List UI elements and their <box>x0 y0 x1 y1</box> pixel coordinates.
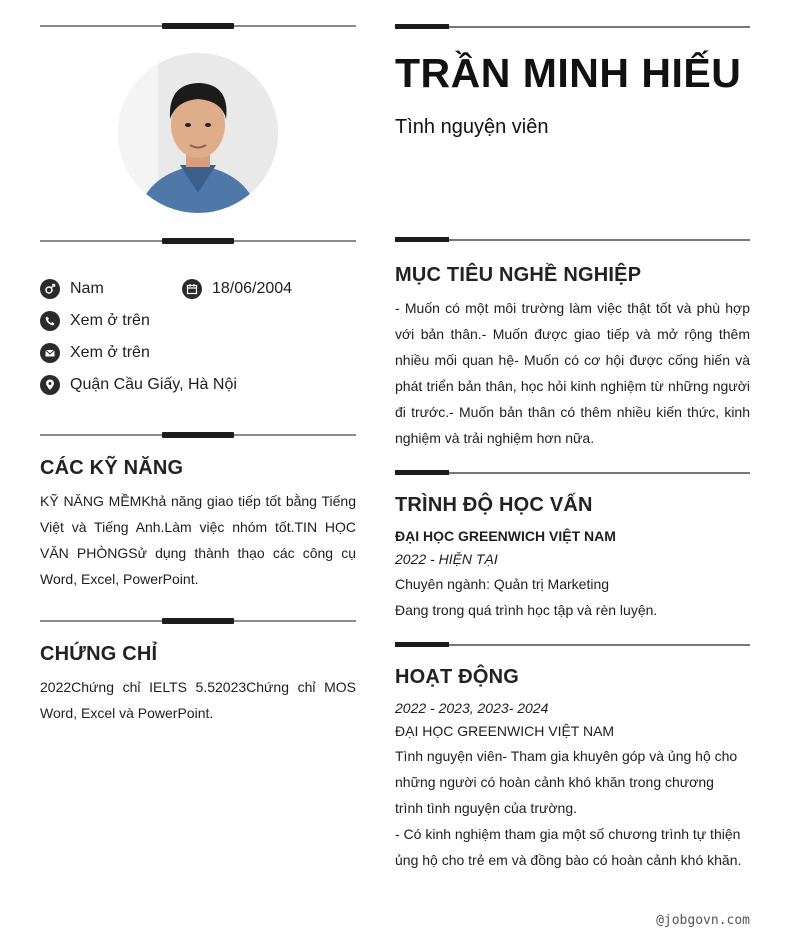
phone-row <box>40 311 150 331</box>
gender-icon <box>40 279 60 299</box>
objective-text: - Muốn có một môi trường làm việc thật tốt và phù hợp với bản thân.- Muốn được giao tiếp và mở rộng thêm nhiều mối quan hệ- Muốn có cơ hội được cống hiến và phát triển bản thân, học hỏi kinh nghiệm từ những người đi trước.- Muốn bản thân có thêm nhiều kiến thức, kinh nghiệm và trải nghiệm hơn nữa. <box>395 300 750 446</box>
address-row <box>40 375 237 395</box>
full-name: TRẦN MINH HIẾU <box>395 50 742 96</box>
phone-text: Xem ở trên <box>70 312 150 329</box>
divider <box>395 470 750 476</box>
activities-title: HOẠT ĐỘNG <box>395 666 520 688</box>
activities-line: trình tình nguyện của trường. <box>395 800 577 816</box>
footer-watermark: @jobgovn.com <box>656 913 750 928</box>
phone-icon <box>40 311 60 331</box>
email-row <box>40 343 150 363</box>
education-period: 2022 - HIỆN TẠI <box>395 551 498 567</box>
divider <box>395 237 750 243</box>
skills-text: KỸ NĂNG MỀMKhả năng giao tiếp tốt bằng Tiếng Việt và Tiếng Anh.Làm việc nhóm tốt.TIN HỌC VĂN PHÒNGSử dụng thành thạo các công cụ Word, Excel, PowerPoint. <box>40 493 356 587</box>
objective-title: MỤC TIÊU NGHỀ NGHIỆP <box>395 264 642 286</box>
birthday-row <box>182 279 292 299</box>
skills-title: CÁC KỸ NĂNG <box>40 457 184 479</box>
certificates-title: CHỨNG CHỈ <box>40 643 158 665</box>
education-major: Chuyên ngành: Quản trị Marketing <box>395 576 610 592</box>
activities-period: 2022 - 2023, 2023- 2024 <box>395 700 549 716</box>
education-note: Đang trong quá trình học tập và rèn luyện. <box>395 602 658 618</box>
activities-org: ĐẠI HỌC GREENWICH VIỆT NAM <box>395 723 615 739</box>
divider <box>40 22 356 30</box>
location-pin-icon <box>40 375 60 395</box>
birthday-text: 18/06/2004 <box>212 280 293 297</box>
email-text: Xem ở trên <box>70 344 150 361</box>
divider <box>395 24 750 30</box>
activities-line: Tình nguyện viên- Tham gia khuyên góp và ủng hộ cho <box>395 748 738 764</box>
gender-text: Nam <box>70 280 104 297</box>
divider <box>395 642 750 648</box>
divider <box>40 237 356 245</box>
activities-line: những người có hoàn cảnh khó khăn trong chương <box>395 774 714 790</box>
address-text: Quận Cầu Giấy, Hà Nội <box>70 376 237 393</box>
job-title: Tình nguyện viên <box>395 116 549 138</box>
avatar <box>118 53 278 213</box>
education-title: TRÌNH ĐỘ HỌC VẤN <box>395 494 593 516</box>
calendar-icon <box>182 279 202 299</box>
activities-line: ủng hộ cho trẻ em và đồng bào có hoàn cảnh khó khăn. <box>395 852 742 868</box>
divider <box>40 431 356 439</box>
gender-row <box>40 279 104 299</box>
activities-line: - Có kinh nghiệm tham gia một số chương trình tự thiện <box>395 826 741 842</box>
divider <box>40 617 356 625</box>
education-school: ĐẠI HỌC GREENWICH VIỆT NAM <box>395 528 616 544</box>
email-icon <box>40 343 60 363</box>
certificates-text: 2022Chứng chỉ IELTS 5.52023Chứng chỉ MOS Word, Excel và PowerPoint. <box>40 679 356 721</box>
